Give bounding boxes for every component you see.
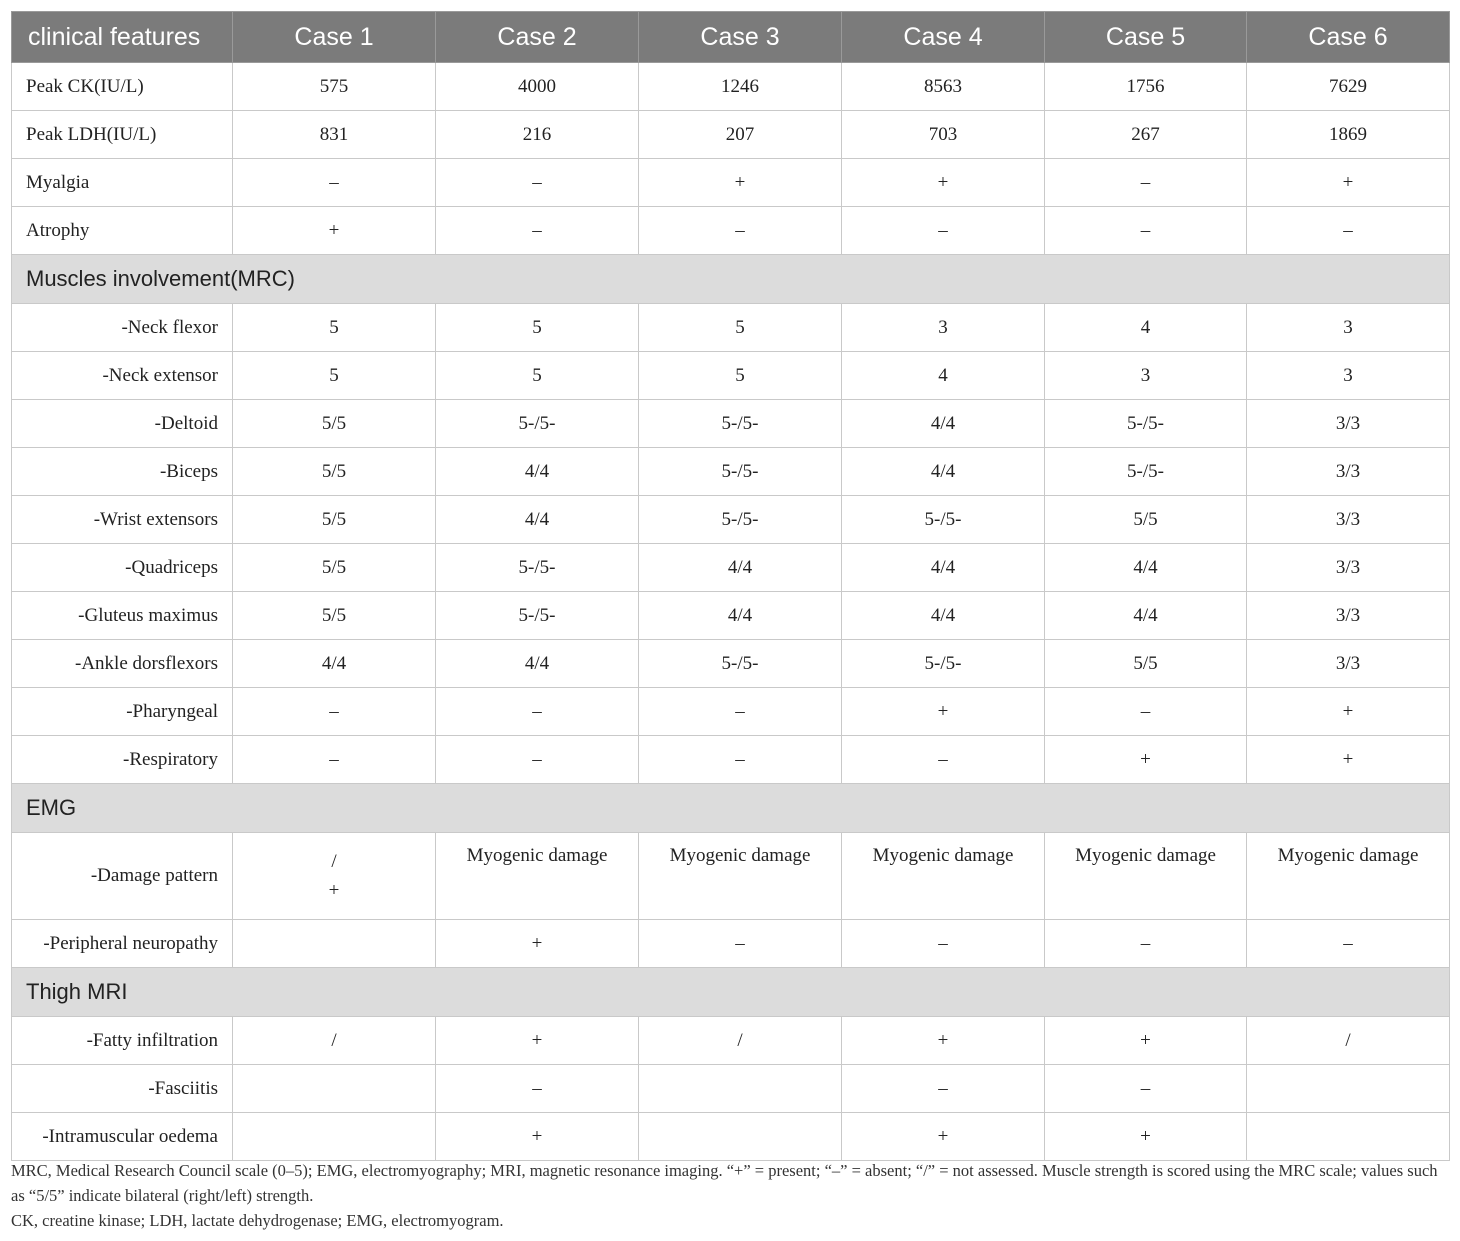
table-row-biceps [12, 448, 1450, 496]
table-cell: – [842, 920, 1045, 968]
table-cell: 4/4 [842, 544, 1045, 592]
table-cell: 5 [436, 304, 639, 352]
table-cell: 4/4 [1045, 592, 1247, 640]
table-cell: – [233, 688, 436, 736]
table-cell: + [639, 159, 842, 207]
table-cell: 4/4 [436, 448, 639, 496]
table-cell: – [639, 207, 842, 255]
table-cell: 4/4 [639, 544, 842, 592]
table-cell: 5/5 [1045, 640, 1247, 688]
row-label: -Neck extensor [12, 352, 233, 400]
table-cell: / [1247, 1017, 1450, 1065]
table-cell: 8563 [842, 63, 1045, 111]
table-cell: 4/4 [842, 400, 1045, 448]
table-cell: 1756 [1045, 63, 1247, 111]
table-cell: 1869 [1247, 111, 1450, 159]
table-row-peak-ck [12, 63, 1450, 111]
section-row-emg [12, 784, 1450, 833]
table-cell: + [1247, 688, 1450, 736]
table-cell: + [436, 1017, 639, 1065]
table-cell: 3/3 [1247, 400, 1450, 448]
table-row-respiratory [12, 736, 1450, 784]
table-row-fasciitis [12, 1065, 1450, 1113]
table-cell: 5/5 [233, 496, 436, 544]
row-label: -Quadriceps [12, 544, 233, 592]
header-clinical-features: clinical features [12, 12, 233, 63]
table-cell: 575 [233, 63, 436, 111]
table-cell: / [233, 1017, 436, 1065]
table-cell: 5/5 [233, 448, 436, 496]
table-cell: 3 [1247, 304, 1450, 352]
table-row-deltoid [12, 400, 1450, 448]
table-cell [233, 1065, 436, 1113]
table-cell: + [1045, 1017, 1247, 1065]
table-cell: 5 [436, 352, 639, 400]
footnote-lab-abbreviations: CK, creatine kinase; LDH, lactate dehydrogenase; EMG, electromyogram. [11, 1211, 504, 1230]
table-cell: – [436, 159, 639, 207]
table-cell: 4/4 [1045, 544, 1247, 592]
table-row-myalgia [12, 159, 1450, 207]
table-cell [1247, 1065, 1450, 1113]
table-cell: 5-/5- [1045, 448, 1247, 496]
table-row-peripheral-neuropathy [12, 920, 1450, 968]
table-cell: – [233, 736, 436, 784]
header-case-3: Case 3 [639, 12, 842, 63]
table-cell: 5-/5- [436, 544, 639, 592]
table-cell: 3/3 [1247, 640, 1450, 688]
row-label: Atrophy [12, 207, 233, 255]
table-cell: 1246 [639, 63, 842, 111]
table-cell: Myogenic damage [436, 833, 639, 920]
table-footnote [11, 1158, 1451, 1233]
table-cell [639, 1065, 842, 1113]
table-cell: – [1247, 207, 1450, 255]
table-cell [233, 1113, 436, 1161]
table-cell: – [639, 920, 842, 968]
table-cell: – [842, 1065, 1045, 1113]
table-cell: Myogenic damage [639, 833, 842, 920]
table-cell: 207 [639, 111, 842, 159]
table-cell: – [1045, 920, 1247, 968]
table-cell: 267 [1045, 111, 1247, 159]
table-cell: 3 [842, 304, 1045, 352]
table-cell: 4 [842, 352, 1045, 400]
table-cell [639, 1113, 842, 1161]
table-cell: Myogenic damage [842, 833, 1045, 920]
row-label: Myalgia [12, 159, 233, 207]
table-cell: Myogenic damage [1045, 833, 1247, 920]
clinical-features-table [11, 11, 1450, 1161]
table-cell [233, 920, 436, 968]
table-cell [233, 833, 436, 920]
table-cell: – [639, 736, 842, 784]
table-cell: 5-/5- [639, 496, 842, 544]
section-row-thigh-mri [12, 968, 1450, 1017]
header-row [12, 12, 1450, 63]
table-cell: 5-/5- [639, 640, 842, 688]
table-row-gluteus-maximus [12, 592, 1450, 640]
table-cell: + [842, 688, 1045, 736]
table-cell: + [842, 1113, 1045, 1161]
table-cell: – [842, 207, 1045, 255]
row-label: -Deltoid [12, 400, 233, 448]
table-cell: 3/3 [1247, 592, 1450, 640]
table-cell: 5/5 [233, 544, 436, 592]
table-cell: – [1045, 1065, 1247, 1113]
table-cell: 5-/5- [639, 448, 842, 496]
header-case-6: Case 6 [1247, 12, 1450, 63]
table-cell: 4000 [436, 63, 639, 111]
section-row-muscles [12, 255, 1450, 304]
row-label: -Ankle dorsflexors [12, 640, 233, 688]
table-cell: – [842, 736, 1045, 784]
section-title-thigh-mri: Thigh MRI [12, 968, 1450, 1017]
table-cell: 4/4 [842, 448, 1045, 496]
table-cell: + [233, 207, 436, 255]
table-cell: 5-/5- [436, 592, 639, 640]
table-cell: Myogenic damage [1247, 833, 1450, 920]
table-cell: 4/4 [639, 592, 842, 640]
table-cell: – [436, 736, 639, 784]
table-row-peak-ldh [12, 111, 1450, 159]
cell-line: + [328, 880, 340, 901]
row-label: -Peripheral neuropathy [12, 920, 233, 968]
table-cell: + [842, 159, 1045, 207]
table-cell: + [436, 920, 639, 968]
table-cell: – [436, 688, 639, 736]
row-label: Peak LDH(IU/L) [12, 111, 233, 159]
table-cell: + [1045, 736, 1247, 784]
table-cell: 5-/5- [436, 400, 639, 448]
row-label: -Intramuscular oedema [12, 1113, 233, 1161]
table-cell: 703 [842, 111, 1045, 159]
table-cell: 5/5 [233, 592, 436, 640]
footnote-abbreviations: MRC, Medical Research Council scale (0–5); EMG, electromyography; MRI, magnetic resonance imaging. “+” = present; “–” = absent; “/” = not assessed. Muscle strength is scored using the MRC scale; values such as “5/5” indicate bilateral (right/left) strength. [11, 1161, 1438, 1205]
table-cell: – [1247, 920, 1450, 968]
table-row-neck-flexor [12, 304, 1450, 352]
cell-line: / [331, 851, 337, 872]
row-label: -Biceps [12, 448, 233, 496]
table-row-pharyngeal [12, 688, 1450, 736]
table-cell: 4/4 [436, 496, 639, 544]
table-cell: – [436, 207, 639, 255]
table-cell: + [436, 1113, 639, 1161]
table-cell: 5-/5- [842, 496, 1045, 544]
header-case-4: Case 4 [842, 12, 1045, 63]
table-cell: + [842, 1017, 1045, 1065]
row-label: -Fasciitis [12, 1065, 233, 1113]
table-row-atrophy [12, 207, 1450, 255]
table-cell: / [639, 1017, 842, 1065]
section-title-muscles: Muscles involvement(MRC) [12, 255, 1450, 304]
table-cell: 3 [1247, 352, 1450, 400]
table-cell: 5/5 [233, 400, 436, 448]
table-row-neck-extensor [12, 352, 1450, 400]
table-cell: + [1247, 159, 1450, 207]
table-cell: + [1045, 1113, 1247, 1161]
table-cell: 4/4 [436, 640, 639, 688]
row-label: -Gluteus maximus [12, 592, 233, 640]
table-cell [1247, 1113, 1450, 1161]
table-cell: 3 [1045, 352, 1247, 400]
table-cell: – [1045, 207, 1247, 255]
table-cell: 4 [1045, 304, 1247, 352]
header-case-5: Case 5 [1045, 12, 1247, 63]
table-cell: – [1045, 688, 1247, 736]
table-cell: + [1247, 736, 1450, 784]
table-cell: 4/4 [842, 592, 1045, 640]
table-row-wrist-extensors [12, 496, 1450, 544]
table-cell: – [436, 1065, 639, 1113]
table-cell: 4/4 [233, 640, 436, 688]
row-label: -Damage pattern [12, 833, 233, 920]
table-cell: 5-/5- [842, 640, 1045, 688]
table-cell: 5-/5- [1045, 400, 1247, 448]
table-row-fatty-infiltration [12, 1017, 1450, 1065]
section-title-emg: EMG [12, 784, 1450, 833]
table-cell: 3/3 [1247, 496, 1450, 544]
row-label: -Respiratory [12, 736, 233, 784]
row-label: -Fatty infiltration [12, 1017, 233, 1065]
header-case-1: Case 1 [233, 12, 436, 63]
row-label: -Neck flexor [12, 304, 233, 352]
header-case-2: Case 2 [436, 12, 639, 63]
table-cell: 216 [436, 111, 639, 159]
table-cell: 831 [233, 111, 436, 159]
table-cell: 5 [233, 352, 436, 400]
table-cell: 5-/5- [639, 400, 842, 448]
table-cell: 5 [233, 304, 436, 352]
table-cell: 3/3 [1247, 544, 1450, 592]
table-cell: – [233, 159, 436, 207]
table-cell: 5 [639, 304, 842, 352]
table-cell: 3/3 [1247, 448, 1450, 496]
table-row-ankle-dorsflexors [12, 640, 1450, 688]
table-row-quadriceps [12, 544, 1450, 592]
table-cell: – [1045, 159, 1247, 207]
row-label: Peak CK(IU/L) [12, 63, 233, 111]
table-cell: 5/5 [1045, 496, 1247, 544]
row-label: -Wrist extensors [12, 496, 233, 544]
table-cell: 7629 [1247, 63, 1450, 111]
table-cell: 5 [639, 352, 842, 400]
table-row-damage-pattern [12, 833, 1450, 920]
table-cell: – [639, 688, 842, 736]
table-row-intramuscular-oedema [12, 1113, 1450, 1161]
row-label: -Pharyngeal [12, 688, 233, 736]
